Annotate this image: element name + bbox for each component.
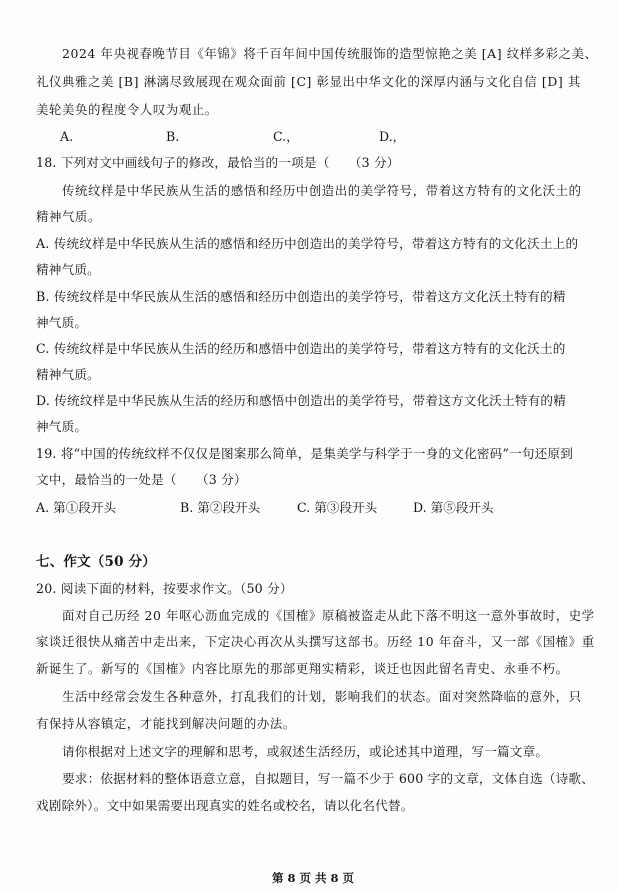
q18-option-b-line-1: B. 传统纹样是中华民族从生活的感悟和经历中创造出的美学符号，带着这方文化沃土特有的精 (36, 289, 566, 304)
q18-option-b-line-2: 神气质。 (36, 315, 88, 330)
q17-passage-line-3: 美轮美奂的程度令人叹为观止。 (36, 102, 218, 117)
q20-requirement-line-1: 要求：依据材料的整体语意立意，自拟题目，写一篇不少于 600 字的文章，文体自选（诗歌、 (62, 771, 595, 786)
q17-option-b: B. (166, 129, 180, 144)
q20-material-line-3: 新诞生了。新写的《国榷》内容比原先的那部更翔实精彩，谈迁也因此留名青史、永垂不朽。 (36, 661, 569, 676)
q18-option-d-line-2: 神气质。 (36, 419, 88, 434)
q17-option-c: C.， (273, 129, 299, 144)
q19-option-a: A. 第①段开头 (36, 500, 117, 515)
q19-option-b: B. 第②段开头 (180, 500, 261, 515)
q20-requirement-line-2: 戏剧除外）。文中如果需要出现真实的姓名或校名，请以化名代替。 (36, 798, 414, 813)
q18-option-a-line-1: A. 传统纹样是中华民族从生活的感悟和经历中创造出的美学符号，带着这方特有的文化沃土上的 (36, 236, 579, 251)
q18-option-c-line-1: C. 传统纹样是中华民族从生活的经历和感悟中创造出的美学符号，带着这方特有的文化沃土的 (36, 341, 566, 356)
q19-stem-line-1: 19. 将“中国的传统纹样不仅仅是图案那么简单，是集美学与科学于一身的文化密码”一句还原到 (36, 446, 574, 461)
section-heading: 七、作文（50 分） (36, 554, 156, 570)
q19-stem-line-2: 文中，最恰当的一处是（ （3 分） (36, 472, 247, 487)
q20-material-line-1: 面对自己历经 20 年呕心沥血完成的《国榷》原稿被盗走从此下落不明这一意外事故时，史学 (62, 608, 595, 623)
q20-prompt: 请你根据对上述文字的理解和思考，或叙述生活经历，或论述其中道理，写一篇文章。 (62, 744, 549, 759)
q18-original-line-1: 传统纹样是中华民族从生活的感悟和经历中创造出的美学符号，带着这方特有的文化沃土的 (62, 183, 582, 198)
q17-passage-line-1: 2024 年央视春晚节目《年锦》将千百年间中国传统服饰的造型惊艳之美 [A] 纹样多彩之美、 (62, 46, 598, 61)
q18-stem: 18. 下列对文中画线句子的修改，最恰当的一项是（ （3 分） (36, 155, 400, 170)
q19-option-c: C. 第③段开头 (297, 500, 378, 515)
q18-option-c-line-2: 精神气质。 (36, 367, 100, 382)
q17-option-a: A. (60, 129, 74, 144)
q20-material-line-2: 家谈迁很快从痛苦中走出来，下定决心再次从头撰写这部书。历经 10 年奋斗，又一部《国榷》重 (36, 634, 595, 649)
q20-material-line-4: 生活中经常会发生各种意外，打乱我们的计划，影响我们的状态。面对突然降临的意外，只 (62, 689, 582, 704)
q18-option-a-line-2: 精神气质。 (36, 262, 100, 277)
q17-passage-line-2: 礼仪典雅之美 [B] 淋漓尽致展现在观众面前 [C] 彰显出中华文化的深厚内涵与文化自信 [D] 其 (36, 74, 581, 89)
q19-option-d: D. 第⑤段开头 (413, 500, 494, 515)
q17-option-d: D.， (379, 129, 406, 144)
page-footer: 第 8 页 共 8 页 (272, 871, 355, 885)
q18-option-d-line-1: D. 传统纹样是中华民族从生活的经历和感悟中创造出的美学符号，带着这方文化沃土特有的精 (36, 393, 567, 408)
q20-stem: 20. 阅读下面的材料，按要求作文。（50 分） (36, 581, 293, 596)
q18-original-line-2: 精神气质。 (36, 209, 101, 224)
q20-material-line-5: 有保持从容镇定，才能找到解决问题的办法。 (36, 716, 296, 731)
